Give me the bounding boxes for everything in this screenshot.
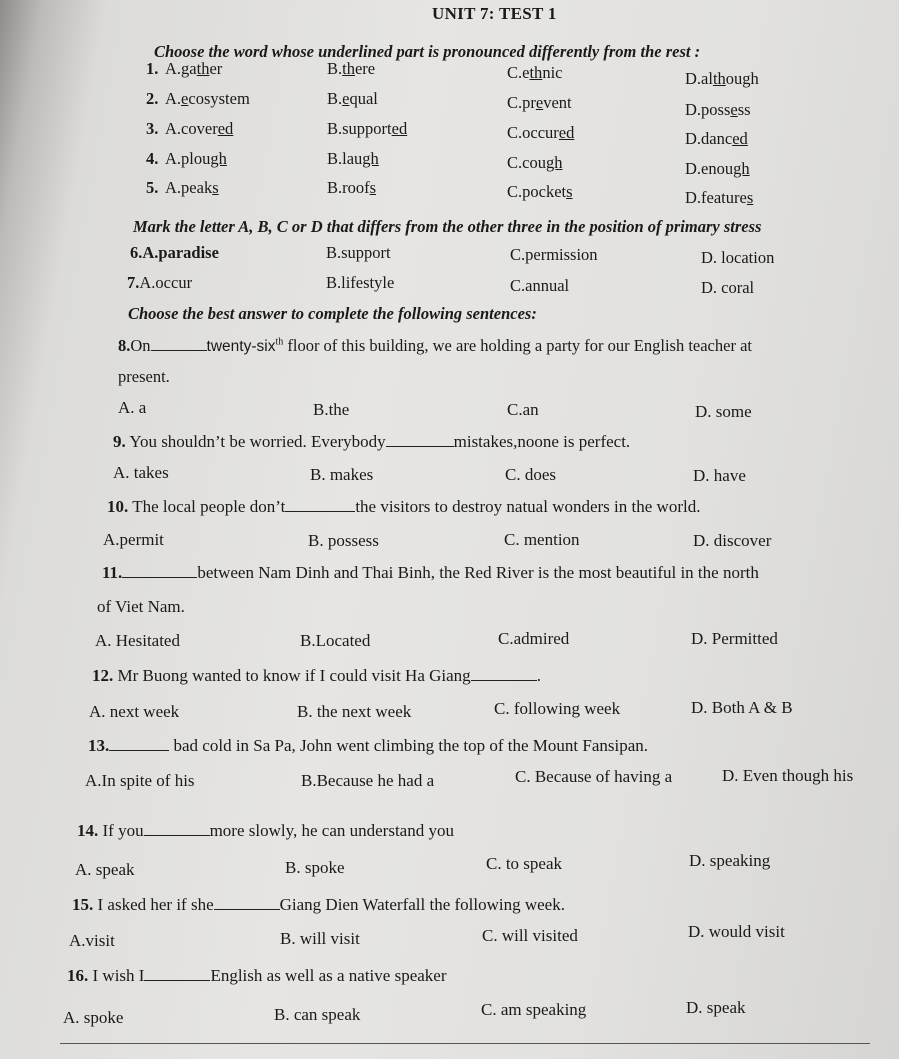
q4-num: 4. bbox=[146, 149, 159, 168]
q6-num: 6.A.paradise bbox=[130, 243, 219, 262]
q8-stem: 8.On twenty-six$^{th}$ floor of this building, we are holding a party for our English teacher at bbox=[118, 336, 752, 355]
q1-num: 1. bbox=[146, 59, 159, 78]
q11-option-c: C.admired bbox=[498, 629, 570, 648]
q4-option-d: D.enough bbox=[685, 159, 750, 178]
bottom-divider bbox=[60, 1043, 870, 1044]
q4-option-b: B.laugh bbox=[327, 149, 379, 168]
q6-option-c: C.permission bbox=[510, 245, 598, 264]
q11-option-a: A. Hesitated bbox=[95, 631, 180, 650]
q13-option-d: D. Even though his bbox=[722, 766, 854, 785]
q15-option-a: A.visit bbox=[69, 931, 115, 950]
q13-option-a: A.In spite of his bbox=[85, 771, 195, 790]
q11-stem-cont: of Viet Nam. bbox=[97, 597, 185, 616]
q11-stem: 11. between Nam Dinh and Thai Binh, the Red River is the most beautiful in the north bbox=[102, 563, 759, 582]
q9-option-a: A. takes bbox=[113, 463, 169, 482]
q12-option-a: A. next week bbox=[89, 702, 180, 721]
q4-option-c: C.cough bbox=[507, 153, 563, 172]
q12-option-b: B. the next week bbox=[297, 702, 412, 721]
q13-option-b: B.Because he had a bbox=[301, 771, 435, 790]
q16-option-a: A. spoke bbox=[63, 1008, 124, 1027]
q10-stem: 10. The local people don’t the visitors to destroy natual wonders in the world. bbox=[107, 497, 701, 516]
q8-option-a: A. a bbox=[118, 398, 147, 417]
q10-option-a: A.permit bbox=[103, 530, 164, 549]
q3-num: 3. bbox=[146, 119, 159, 138]
q3-option-a: A.covered bbox=[165, 119, 234, 138]
q13-stem: 13. bad cold in Sa Pa, John went climbing the top of the Mount Fansipan. bbox=[88, 736, 649, 755]
page-title: UNIT 7: TEST 1 bbox=[432, 4, 557, 23]
q3-option-d: D.danced bbox=[685, 129, 748, 148]
q2-option-d: D.possess bbox=[685, 100, 751, 119]
q10-option-d: D. discover bbox=[693, 531, 772, 550]
q10-option-b: B. possess bbox=[308, 531, 379, 550]
q13-option-c: C. Because of having a bbox=[515, 767, 673, 786]
q6-option-d: D. location bbox=[701, 248, 775, 267]
q16-option-b: B. can speak bbox=[274, 1005, 361, 1024]
q1-option-a: A.gather bbox=[165, 59, 223, 78]
q9-stem: 9. You shouldn’t be worried. Everybody mistakes,noone is perfect. bbox=[113, 432, 631, 451]
q3-option-b: B.supported bbox=[327, 119, 408, 138]
q8-stem-cont: present. bbox=[118, 367, 170, 386]
q7-num: 7.A.occur bbox=[127, 273, 193, 292]
q12-option-c: C. following week bbox=[494, 699, 621, 718]
q14-option-b: B. spoke bbox=[285, 858, 345, 877]
q14-option-d: D. speaking bbox=[689, 851, 771, 870]
q3-option-c: C.occured bbox=[507, 123, 575, 142]
q9-option-b: B. makes bbox=[310, 465, 374, 484]
q12-stem: 12. Mr Buong wanted to know if I could visit Ha Giang . bbox=[92, 666, 541, 685]
q8-option-c: C.an bbox=[507, 400, 539, 419]
q1-option-d: D.although bbox=[685, 69, 759, 88]
q16-option-c: C. am speaking bbox=[481, 1000, 587, 1019]
q14-option-a: A. speak bbox=[75, 860, 135, 879]
q7-option-d: D. coral bbox=[701, 278, 755, 297]
q12-option-d: D. Both A & B bbox=[691, 698, 793, 717]
q2-num: 2. bbox=[146, 89, 159, 108]
section3-instruction: Choose the best answer to complete the following sentences: bbox=[128, 304, 537, 323]
q4-option-a: A.plough bbox=[165, 149, 227, 168]
q1-option-b: B.there bbox=[327, 59, 376, 78]
q2-option-a: A.ecosystem bbox=[165, 89, 250, 108]
q2-option-c: C.prevent bbox=[507, 93, 572, 112]
q11-option-d: D. Permitted bbox=[691, 629, 778, 648]
q16-option-d: D. speak bbox=[686, 998, 746, 1017]
q6-option-b: B.support bbox=[326, 243, 391, 262]
section1-instruction: Choose the word whose underlined part is pronounced differently from the rest : bbox=[154, 42, 701, 61]
q15-option-b: B. will visit bbox=[280, 929, 360, 948]
q8-option-d: D. some bbox=[695, 402, 752, 421]
q5-option-b: B.roofs bbox=[327, 178, 377, 197]
q5-option-d: D.features bbox=[685, 188, 754, 207]
q14-option-c: C. to speak bbox=[486, 854, 563, 873]
q5-num: 5. bbox=[146, 178, 159, 197]
q9-option-d: D. have bbox=[693, 466, 746, 485]
q11-option-b: B.Located bbox=[300, 631, 371, 650]
q14-stem: 14. If you more slowly, he can understand you bbox=[77, 821, 454, 840]
q10-option-c: C. mention bbox=[504, 530, 580, 549]
q2-option-b: B.equal bbox=[327, 89, 378, 108]
q15-option-d: D. would visit bbox=[688, 922, 785, 941]
q8-option-b: B.the bbox=[313, 400, 350, 419]
q9-option-c: C. does bbox=[505, 465, 556, 484]
q7-option-b: B.lifestyle bbox=[326, 273, 395, 292]
q1-option-c: C.ethnic bbox=[507, 63, 563, 82]
q16-stem: 16. I wish I English as well as a native speaker bbox=[67, 966, 447, 985]
section2-instruction: Mark the letter A, B, C or D that differs from the other three in the position of primary stress bbox=[133, 217, 762, 236]
q15-option-c: C. will visited bbox=[482, 926, 578, 945]
q7-option-c: C.annual bbox=[510, 276, 570, 295]
q5-option-a: A.peaks bbox=[165, 178, 219, 197]
q5-option-c: C.pockets bbox=[507, 182, 573, 201]
q15-stem: 15. I asked her if she Giang Dien Waterfall the following week. bbox=[72, 895, 565, 914]
